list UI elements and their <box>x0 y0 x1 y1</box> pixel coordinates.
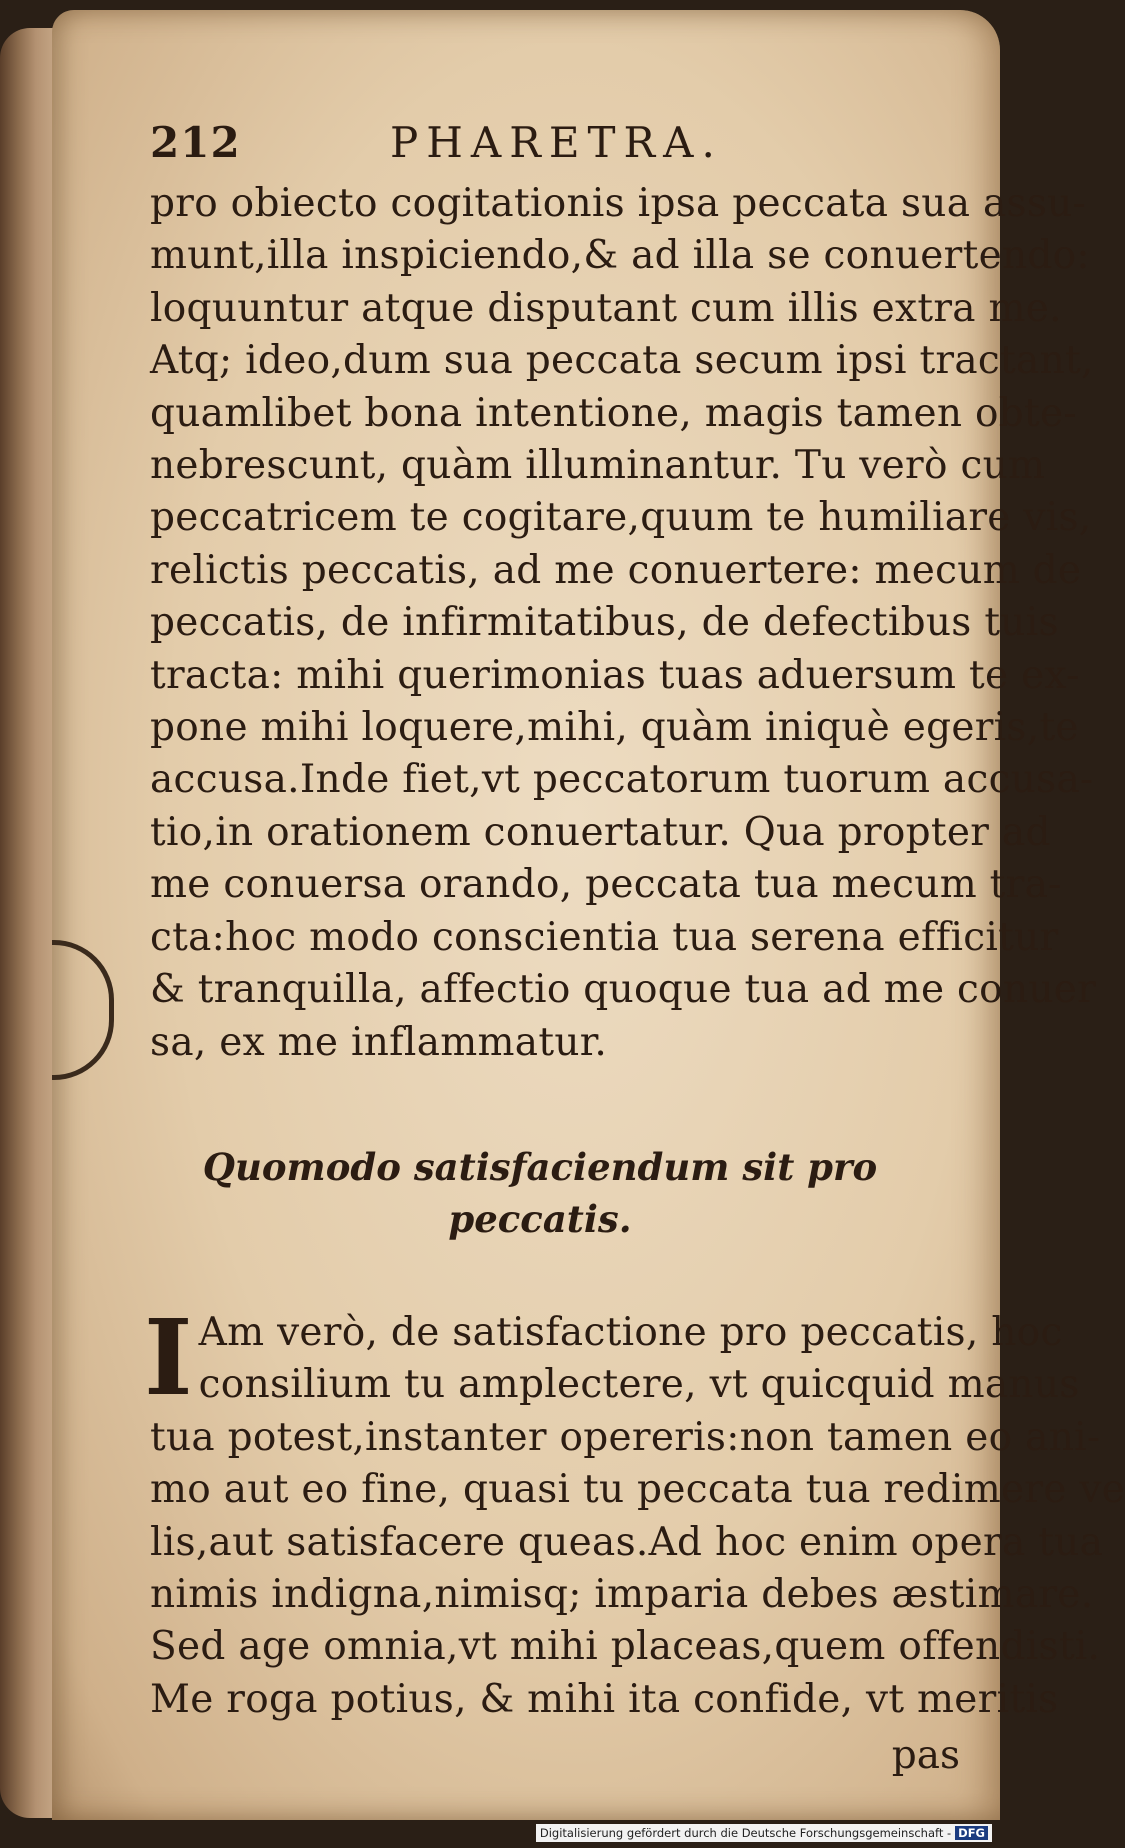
clasp-shadow <box>52 940 114 1080</box>
dfg-logo: DFG <box>955 1826 988 1840</box>
text-line: & tranquilla, affectio quoque tua ad me conuer <box>150 967 1097 1013</box>
heading-line-1: Quomodo satisfaciendum sit pro <box>202 1144 878 1189</box>
text-line: pro obiecto cogitationis ipsa peccata sua assu- <box>150 181 1087 226</box>
text-line: tua potest,instanter opereris:non tamen eo ani- <box>150 1414 1101 1460</box>
page-text <box>144 118 1125 1782</box>
text-line: tracta: mihi querimonias tuas aduersum te ex- <box>150 652 1080 698</box>
text-line: Sed age omnia,vt mihi placeas,quem offendisti. <box>150 1624 1101 1670</box>
text-line: loquuntur atque disputant cum illis extra me. <box>150 285 1062 331</box>
text-line: Am verò, de satisfactione pro peccatis, hoc <box>198 1309 1063 1355</box>
text-line: consilium tu amplectere, vt quicquid manus <box>198 1362 1080 1408</box>
text-line: Atq; ideo,dum sua peccata secum ipsi tractant, <box>150 338 1094 384</box>
text-line: tio,in orationem conuertatur. Qua propter ad <box>150 809 1051 855</box>
text-line: nebrescunt, quàm illuminantur. Tu verò cum <box>150 443 1046 489</box>
text-line: relictis peccatis, ad me conuertere: mecum de <box>150 547 1082 593</box>
page-number: 212 <box>150 118 241 167</box>
text-line: peccatis, de infirmitatibus, de defectibus tuis <box>150 600 1059 646</box>
book-edge <box>0 28 60 1818</box>
text-line: lis,aut satisfacere queas.Ad hoc enim opera tua <box>150 1519 1104 1565</box>
text-line: pone mihi loquere,mihi, quàm iniquè egeris,te <box>150 705 1079 751</box>
paragraph-1 <box>150 178 1097 1069</box>
running-title: PHARETRA. <box>390 118 723 167</box>
catchword: pas <box>891 1733 960 1779</box>
text-line: sa, ex me inflammatur. <box>150 1019 608 1065</box>
drop-cap: I <box>144 1295 193 1419</box>
text-line: mo aut eo fine, quasi tu peccata tua redimere ve <box>150 1467 1125 1513</box>
text-line: nimis indigna,nimisq; imparia debes æstimare. <box>150 1571 1094 1617</box>
text-line: cta:hoc modo conscientia tua serena efficitur <box>150 914 1059 960</box>
text-line: munt,illa inspiciendo,& ad illa se conuertendo: <box>150 233 1090 279</box>
text-line: Me roga potius, & mihi ita confide, vt meritis <box>150 1676 1059 1722</box>
text-line: quamlibet bona intentione, magis tamen obte- <box>150 390 1077 436</box>
digitization-credit <box>536 1824 992 1842</box>
paragraph-2 <box>144 1295 1125 1726</box>
text-line: peccatricem te cogitare,quum te humiliare vis, <box>150 495 1092 541</box>
text-line: me conuersa orando, peccata tua mecum tra- <box>150 862 1062 908</box>
text-line: accusa.Inde fiet,vt peccatorum tuorum accusa- <box>150 757 1094 803</box>
credit-text: Digitalisierung gefördert durch die Deutsche Forschungsgemeinschaft - <box>539 1826 952 1840</box>
heading-line-2: peccatis. <box>448 1196 632 1241</box>
page-header <box>150 118 970 178</box>
section-heading <box>150 1141 970 1245</box>
